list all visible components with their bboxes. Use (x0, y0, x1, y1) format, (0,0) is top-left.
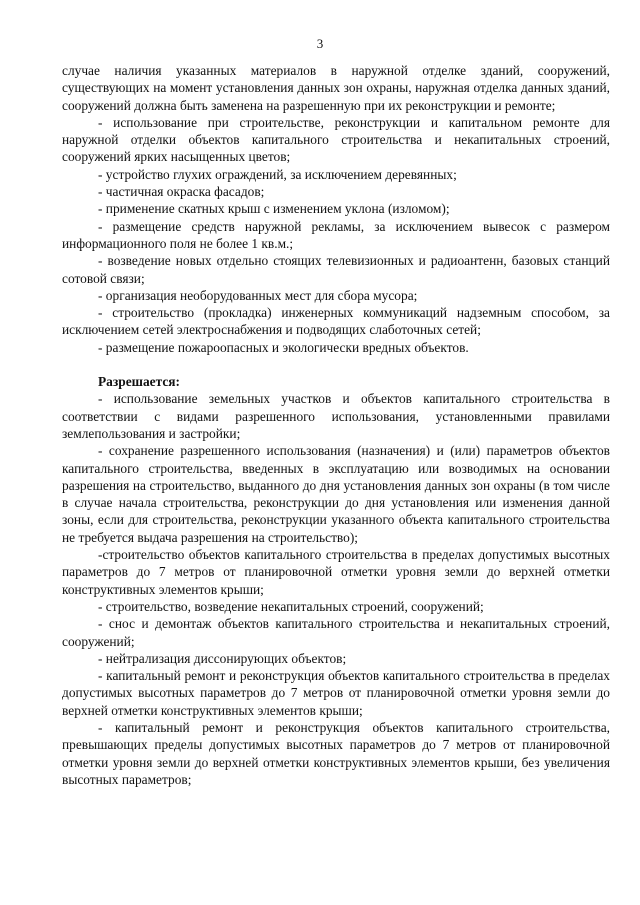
list-item: - устройство глухих ограждений, за исключением деревянных; (98, 166, 457, 182)
list-item: - размещение средств наружной рекламы, за исключением вывесок с размером информационного поля не более 1 кв.м.; (62, 218, 610, 251)
list-item: - размещение пожароопасных и экологически вредных объектов. (98, 339, 469, 355)
list-item: - применение скатных крыш с изменением уклона (изломом); (98, 201, 450, 217)
list-item: - частичная окраска фасадов; (98, 184, 265, 200)
list-item: - строительство (прокладка) инженерных коммуникаций надземным способом, за исключением сетей электроснабжения и подводящих слаботочных сетей; (62, 305, 610, 338)
list-item: - сохранение разрешенного использования (назначения) и (или) параметров объектов капитального строительства, введенных в эксплуатацию или возводимых на основании разрешения на строительство, выданного до дня установления данных зон охраны (в том числе в случае начала строительства, реконструкции до дня установления или изменения данной зоны, если для строительства, реконструкции указанного объекта капитального строительства не требуется выдача разрешения на строительство); (62, 443, 610, 545)
page-number: 3 (316, 36, 324, 51)
list-item: - нейтрализация диссонирующих объектов; (98, 650, 347, 666)
list-item: - использование земельных участков и объектов капитального строительства в соответствии с видами разрешенного использования, установленными правилами землепользования и застройки; (62, 391, 610, 441)
list-item: - капитальный ремонт и реконструкция объектов капитального строительства, превышающих пределы допустимых высотных параметров до 7 метров от планировочной отметки уровня земли до верхней отметки конструктивных элементов крыши, без увеличения высотных параметров; (62, 719, 610, 787)
paragraph: случае наличия указанных материалов в наружной отделке зданий, сооружений, существующих на момент установления данных зон охраны, наружная отделка данных зданий, сооружений должна быть заменена на разрешенную при их реконструкции и ремонте; (62, 63, 610, 113)
list-item: -строительство объектов капитального строительства в пределах допустимых высотных параметров до 7 метров от планировочной отметки уровня земли до верхней отметки конструктивных элементов крыши; (62, 547, 610, 597)
section-heading: Разрешается: (98, 374, 180, 390)
list-item: - строительство, возведение некапитальных строений, сооружений; (98, 598, 484, 614)
list-item: - снос и демонтаж объектов капитального строительства и некапитальных строений, сооружений; (62, 616, 610, 649)
list-item: - использование при строительстве, реконструкции и капитальном ремонте для наружной отделки объектов капитального строительства и некапитальных строений, сооружений ярких насыщенных цветов; (62, 114, 610, 165)
list-item: - капитальный ремонт и реконструкция объектов капитального строительства в пределах допустимых высотных параметров до 7 метров от планировочной отметки уровня земли до верхней отметки конструктивных элементов крыши; (62, 668, 610, 718)
document-body (62, 62, 610, 788)
list-item: - возведение новых отдельно стоящих телевизионных и радиоантенн, базовых станций сотовой связи; (62, 253, 610, 286)
list-item: - организация необорудованных мест для сбора мусора; (98, 287, 418, 303)
